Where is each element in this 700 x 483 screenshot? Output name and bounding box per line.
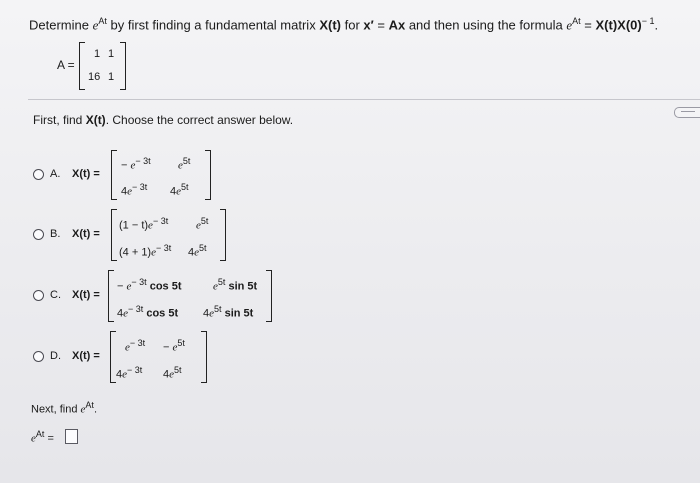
option-d-lhs: X(t) = bbox=[72, 350, 100, 362]
question-for: for bbox=[340, 17, 364, 33]
question-formula-text: and then using the formula bbox=[405, 17, 567, 33]
option-d-m12: − $e^{5t}$ bbox=[163, 338, 185, 354]
question-text bbox=[29, 16, 658, 33]
option-a-right-bracket bbox=[205, 150, 211, 200]
option-c-m12: $e^{5t}$ sin 5t bbox=[213, 277, 258, 293]
option-b-lhs: X(t) = bbox=[72, 228, 100, 240]
option-c-lhs: X(t) = bbox=[72, 289, 100, 301]
option-b-m21: $(4 + 1)e^{- 3t}$ bbox=[119, 243, 172, 259]
option-a-lhs: X(t) = bbox=[72, 168, 100, 180]
matrix-a-r2c2: 1 bbox=[108, 71, 115, 83]
option-c-m21: $4e^{- 3t}$ cos 5t bbox=[117, 304, 179, 320]
exp-power-2: At bbox=[572, 16, 581, 26]
x-prime: x′ bbox=[363, 17, 374, 33]
option-c-m11: − $e^{- 3t}$ cos 5t bbox=[117, 277, 182, 293]
section-divider bbox=[28, 99, 700, 100]
option-d-letter: D. bbox=[50, 350, 61, 362]
equals-sign: = bbox=[373, 17, 389, 33]
option-d-m22: $4e^{5t}$ bbox=[163, 365, 182, 381]
option-a-m21: $4e^{- 3t}$ bbox=[121, 182, 148, 198]
answer-input-box[interactable] bbox=[65, 429, 78, 444]
option-d-m21: $4e^{- 3t}$ bbox=[116, 365, 143, 381]
option-a-left-bracket bbox=[111, 150, 117, 200]
exp-base-2: e bbox=[566, 17, 573, 33]
option-a-radio[interactable] bbox=[33, 169, 44, 180]
ax-term: Ax bbox=[388, 17, 406, 33]
matrix-a-r1c1: 1 bbox=[94, 48, 101, 60]
collapse-handle[interactable] bbox=[674, 107, 700, 118]
option-d-m11: $e^{- 3t}$ bbox=[125, 338, 146, 354]
option-d-radio[interactable] bbox=[33, 351, 44, 362]
option-b-letter: B. bbox=[50, 228, 61, 240]
option-a-letter: A. bbox=[50, 168, 61, 180]
exp-base: e bbox=[92, 17, 99, 33]
option-c-right-bracket bbox=[266, 270, 272, 322]
part1-instruction: First, find X(t). Choose the correct answer below. bbox=[33, 113, 294, 127]
option-b-left-bracket bbox=[111, 209, 117, 261]
part2-instruction: Next, find $e^{At}$. bbox=[31, 400, 97, 416]
question-mid: by first finding a fundamental matrix bbox=[106, 17, 320, 33]
option-b-m22: $4e^{5t}$ bbox=[188, 243, 207, 259]
option-a-m12: $e^{5t}$ bbox=[178, 156, 191, 172]
option-a-m11: − $e^{- 3t}$ bbox=[121, 156, 151, 172]
matrix-a-r2c1: 16 bbox=[88, 71, 101, 83]
option-b-m12: $e^{5t}$ bbox=[196, 216, 209, 232]
option-c-m22: $4e^{5t}$ sin 5t bbox=[203, 304, 254, 320]
question-prefix: Determine bbox=[29, 17, 93, 33]
formula-rhs: X(t)X(0) bbox=[595, 17, 642, 33]
answer-label: $e^{At}$ = bbox=[31, 429, 54, 445]
option-b-m11: $(1 - t)e^{- 3t}$ bbox=[119, 216, 169, 232]
matrix-a-label: A = bbox=[57, 58, 75, 72]
option-b-right-bracket bbox=[220, 209, 226, 261]
inverse-power: − 1 bbox=[641, 16, 655, 26]
option-d-right-bracket bbox=[201, 331, 207, 383]
matrix-a-left-bracket bbox=[79, 42, 85, 90]
equals-sign-2: = bbox=[580, 17, 596, 33]
question-period: . bbox=[654, 17, 659, 33]
matrix-a-r1c2: 1 bbox=[108, 48, 115, 60]
option-b-radio[interactable] bbox=[33, 229, 44, 240]
option-a-m22: $4e^{5t}$ bbox=[170, 182, 189, 198]
option-c-left-bracket bbox=[108, 270, 114, 322]
option-c-letter: C. bbox=[50, 289, 61, 301]
exp-power: At bbox=[98, 16, 107, 26]
option-c-radio[interactable] bbox=[33, 290, 44, 301]
fundamental-matrix-symbol: X(t) bbox=[319, 17, 341, 33]
matrix-a-right-bracket bbox=[120, 42, 126, 90]
